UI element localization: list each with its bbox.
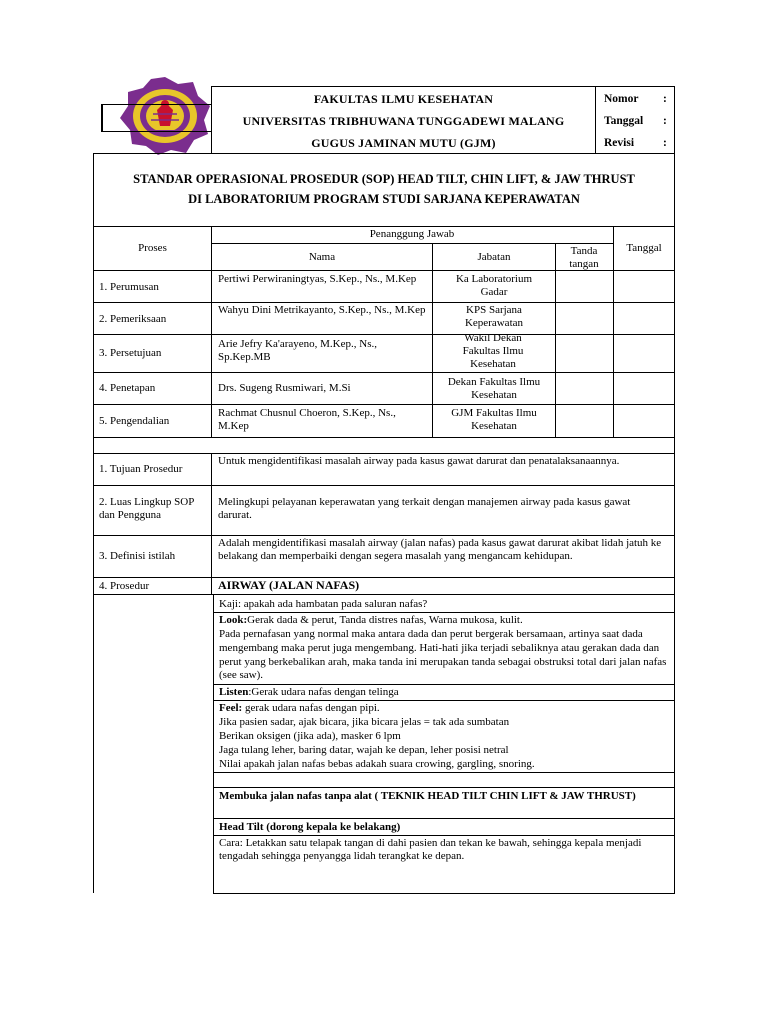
jabatan-perumusan: Ka Laboratorium Gadar [455, 273, 533, 298]
jabatan-pengendalian: GJM Fakultas Ilmu Kesehatan [451, 407, 537, 432]
look-paragraph: Pada pernafasan yang normal maka antara dada dan perut bergerak bersamaan, artinya saat dada mengembang maka perut juga mengembang. Hati-hati jika terjadi sebaliknya atau gerakan dada dan perut yang berkebalikan arah, maka tanda ini merupakan tanda sebagai obstruksi total dari jalan nafas (see saw). [219, 628, 667, 682]
tanggal-colon: : [663, 115, 667, 127]
proses-persetujuan: 3. Persetujuan [99, 347, 162, 359]
definisi-label: 3. Definisi istilah [99, 550, 176, 562]
tanda-tangan-header: Tanda tangan [569, 245, 599, 270]
luas-lingkup-text: Melingkupi pelayanan keperawatan yang terkait dengan manajemen airway pada kasus gawat darurat. [218, 496, 631, 521]
bracket-mark [101, 104, 103, 131]
penanggung-jawab-header: Penanggung Jawab [369, 228, 455, 240]
sop-title-line2: DI LABORATORIUM PROGRAM STUDI SARJANA KEPERAWATAN [188, 192, 580, 206]
nama-persetujuan: Arie Jefry Ka'arayeno, M.Kep., Ns., Sp.Kep.MB [218, 338, 377, 363]
tanggal-label: Tanggal [604, 115, 644, 127]
nomor-label: Nomor [604, 93, 639, 105]
feel-line4: Nilai apakah jalan nafas bebas adakah suara crowing, gargling, snoring. [219, 758, 535, 770]
feel-text: gerak udara nafas dengan pipi. [242, 702, 380, 714]
tujuan-label: 1. Tujuan Prosedur [99, 463, 183, 475]
nomor-colon: : [663, 93, 667, 105]
listen-label: Listen [219, 686, 249, 698]
feel-section [219, 702, 380, 715]
prosedur-heading: AIRWAY (JALAN NAFAS) [218, 578, 360, 592]
header-gjm: GUGUS JAMINAN MUTU (GJM) [311, 136, 496, 150]
tujuan-text: Untuk mengidentifikasi masalah airway pada kasus gawat darurat dan penatalaksanaannya. [218, 455, 620, 467]
proses-pengendalian: 5. Pengendalian [99, 415, 170, 427]
cara-text: Cara: Letakkan satu telapak tangan di dahi pasien dan tekan ke bawah, sehingga kepala menjadi tengadah sehingga penyangga lidah terangkat ke depan. [219, 837, 642, 862]
tanggal-col-header: Tanggal [626, 242, 662, 254]
bracket-mark-bottom [101, 131, 211, 132]
feel-line3: Jaga tulang leher, baring datar, wajah ke depan, leher posisi netral [219, 744, 509, 756]
definisi-text: Adalah mengidentifikasi masalah airway (jalan nafas) pada kasus gawat darurat akibat lidah jatuh ke belakang dan memperbaiki dengan segera masalah yang mengancam kehidupan. [218, 537, 662, 562]
look-label: Look: [219, 614, 248, 626]
header-faculty: FAKULTAS ILMU KESEHATAN [313, 92, 494, 106]
proses-header: Proses [138, 242, 167, 254]
nama-header: Nama [308, 251, 336, 263]
feel-label: Feel: [219, 702, 243, 714]
membuka-jalan-nafas: Membuka jalan nafas tanpa alat ( TEKNIK HEAD TILT CHIN LIFT & JAW THRUST) [219, 790, 636, 802]
look-section [219, 614, 671, 627]
luas-lingkup-label: 2. Luas Lingkup SOP dan Pengguna [99, 496, 194, 521]
header-university: UNIVERSITAS TRIBHUWANA TUNGGADEWI MALANG [242, 114, 565, 128]
jabatan-header: Jabatan [477, 251, 511, 263]
sop-title-line1: STANDAR OPERASIONAL PROSEDUR (SOP) HEAD TILT, CHIN LIFT, & JAW THRUST [133, 172, 635, 186]
listen-section [219, 686, 399, 699]
prosedur-label: 4. Prosedur [99, 580, 150, 592]
university-logo [118, 76, 212, 156]
jabatan-persetujuan: Wakil Dekan Fakultas Ilmu Kesehatan [462, 332, 524, 370]
kaji-text: Kaji: apakah ada hambatan pada saluran nafas? [219, 598, 428, 610]
nama-pengendalian: Rachmat Chusnul Choeron, S.Kep., Ns., M.Kep [218, 407, 396, 432]
proses-penetapan: 4. Penetapan [99, 382, 156, 394]
proses-perumusan: 1. Perumusan [99, 281, 159, 293]
head-tilt-heading: Head Tilt (dorong kepala ke belakang) [219, 821, 401, 833]
look-text: Gerak dada & perut, Tanda distres nafas, Warna mukosa, kulit. [247, 614, 523, 626]
proses-pemeriksaan: 2. Pemeriksaan [99, 313, 167, 325]
nama-pemeriksaan: Wahyu Dini Metrikayanto, S.Kep., Ns., M.Kep [218, 304, 426, 316]
listen-text: :Gerak udara nafas dengan telinga [248, 686, 399, 698]
jabatan-pemeriksaan: KPS Sarjana Keperawatan [464, 304, 524, 329]
revisi-colon: : [663, 137, 667, 149]
nama-penetapan: Drs. Sugeng Rusmiwari, M.Si [218, 382, 351, 394]
feel-line1: Jika pasien sadar, ajak bicara, jika bicara jelas = tak ada sumbatan [219, 716, 510, 728]
feel-line2: Berikan oksigen (jika ada), masker 6 lpm [219, 730, 401, 742]
jabatan-penetapan: Dekan Fakultas Ilmu Kesehatan [447, 376, 541, 401]
bracket-mark-top [101, 104, 211, 105]
revisi-label: Revisi [604, 137, 635, 149]
nama-perumusan: Pertiwi Perwiraningtyas, S.Kep., Ns., M.Kep [218, 273, 417, 285]
